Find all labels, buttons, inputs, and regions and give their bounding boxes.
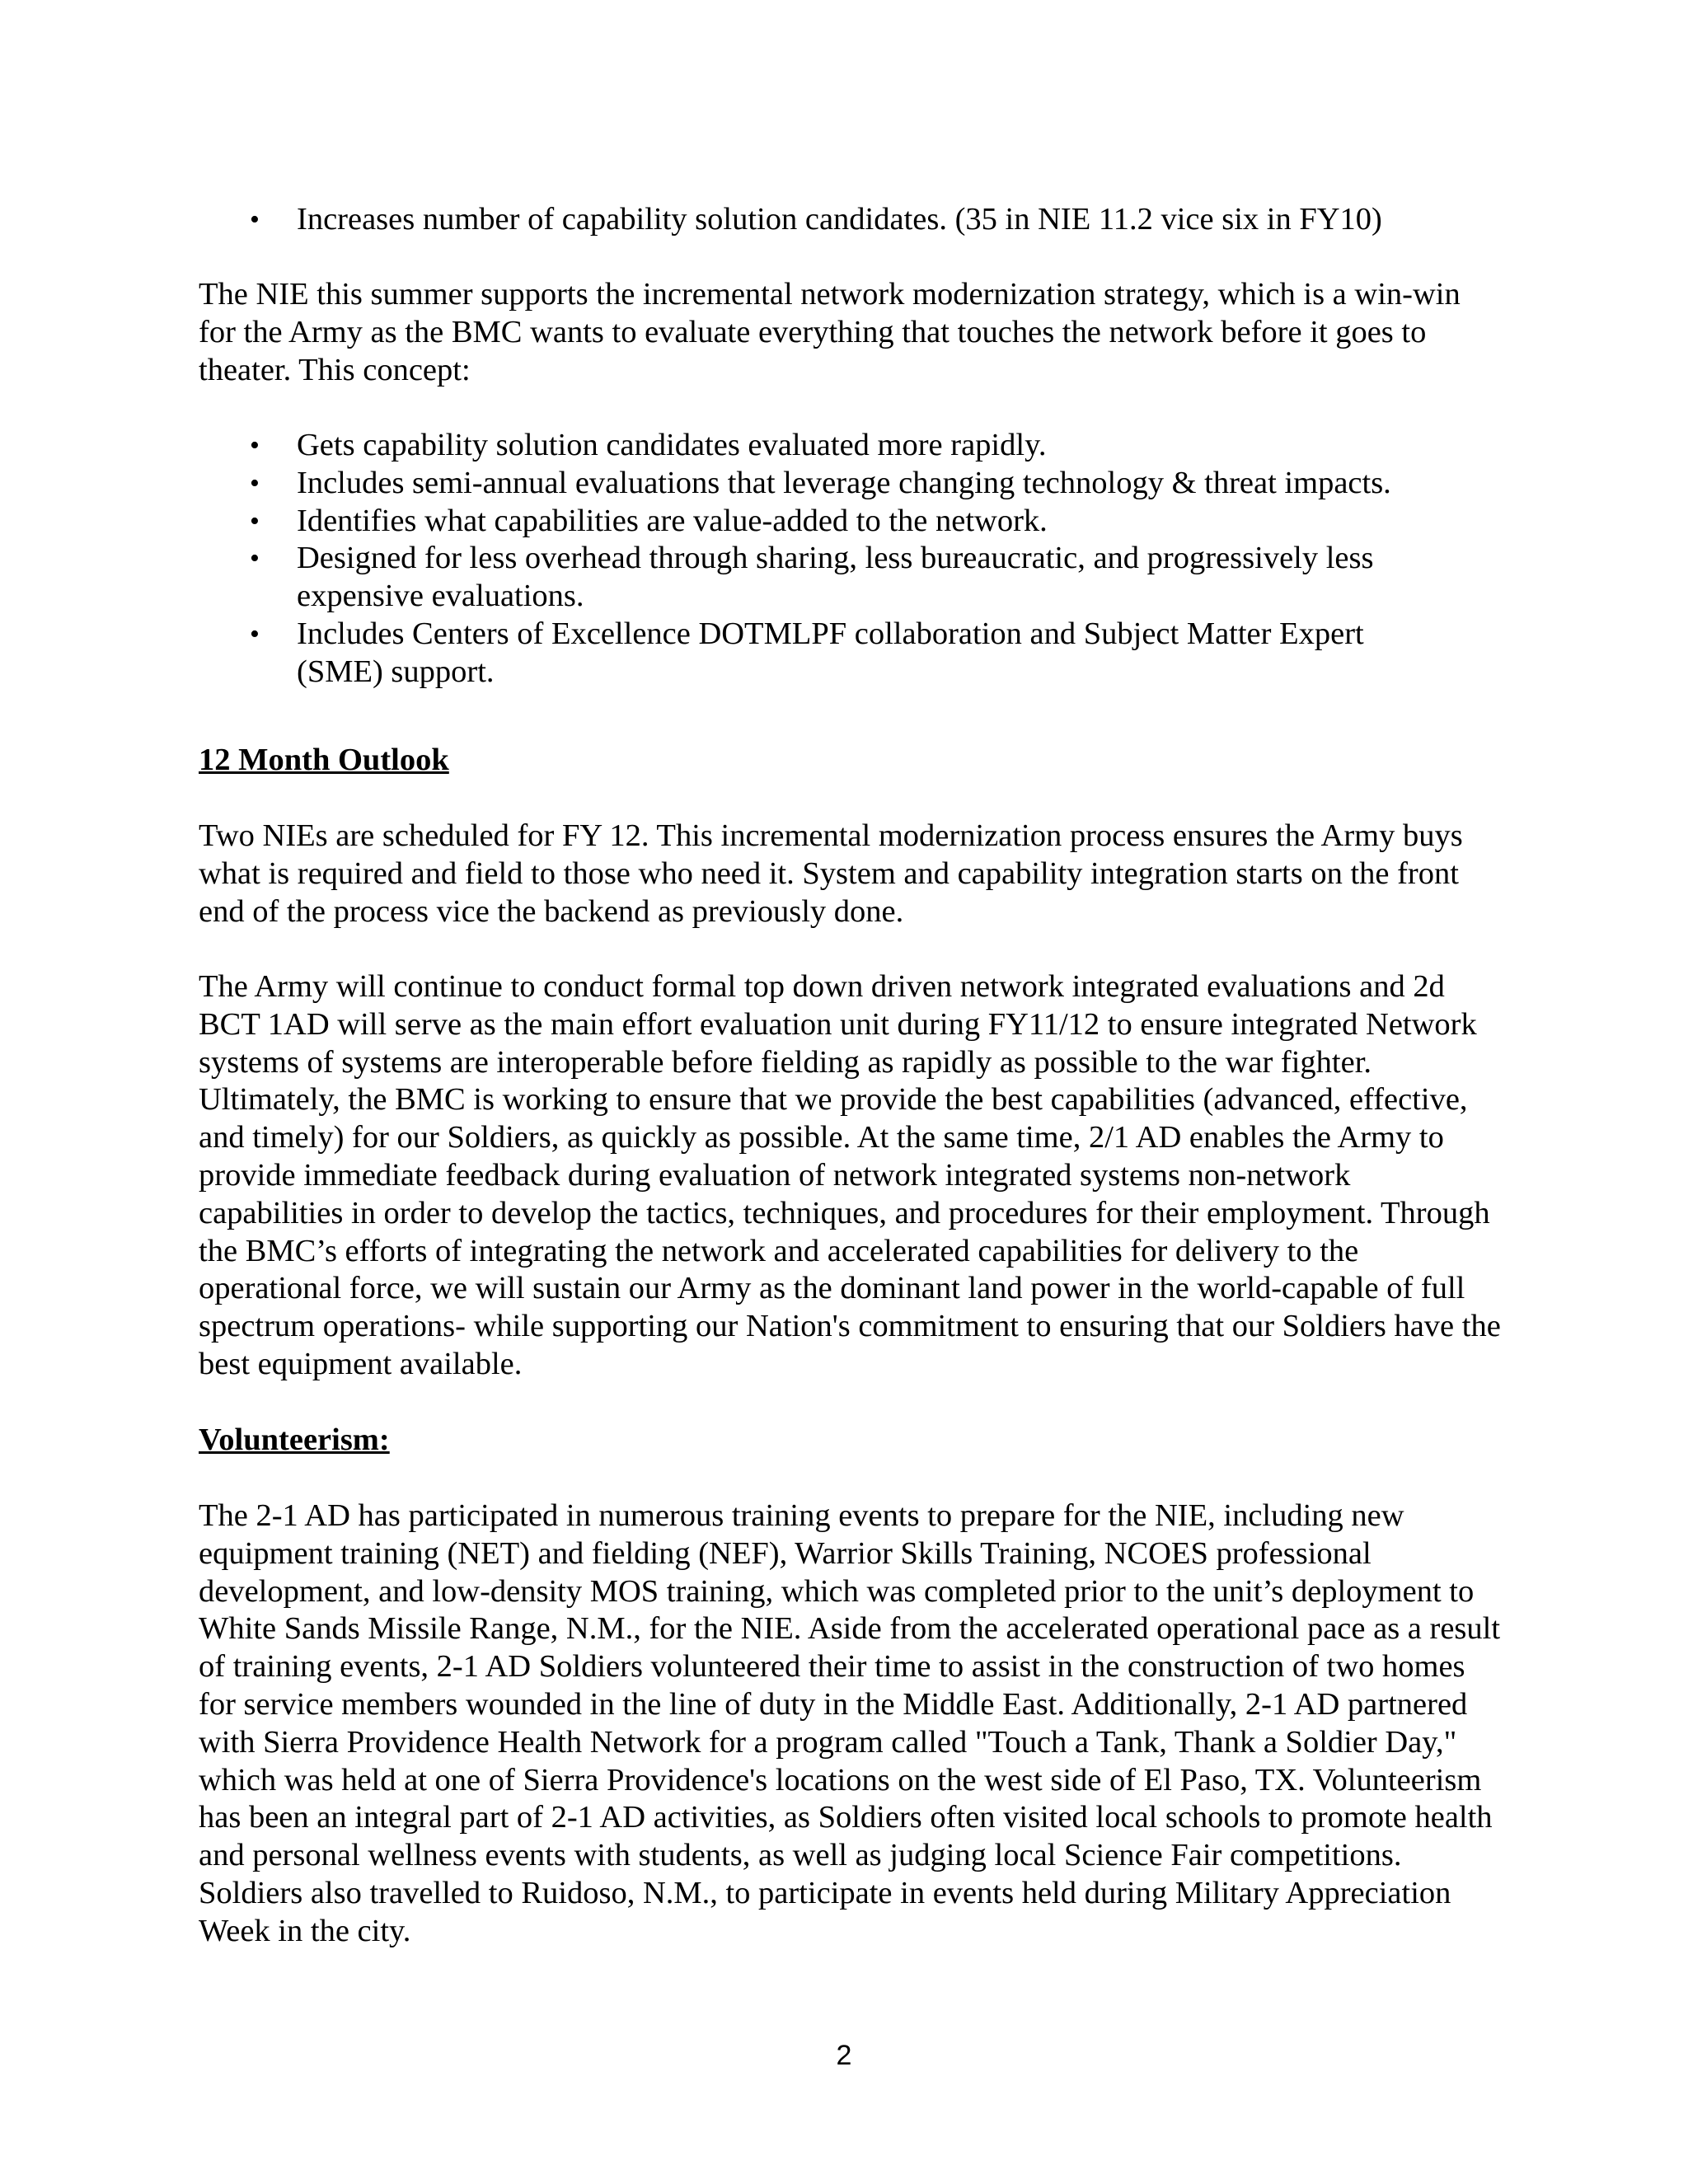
bullet-glyph: • [250, 505, 260, 537]
list-item [199, 201, 1501, 239]
volunteerism-paragraph: The 2-1 AD has participated in numerous training events to prepare for the NIE, including new equipment training (NET) and fielding (NEF), Warrior Skills Training, NCOES professional development, and low-density MOS training, which was completed prior to the unit’s deployment to White Sands Missile Range, N.M., for the NIE. Aside from the accelerated operational pace as a result of training events, 2-1 AD Soldiers volunteered their time to assist in the construction of two homes for service members wounded in the line of duty in the Middle East. Additionally, 2-1 AD partnered with Sierra Providence Health Network for a program called "Touch a Tank, Thank a Soldier Day," which was held at one of Sierra Providence's locations on the west side of El Paso, TX. Volunteerism has been an integral part of 2-1 AD activities, as Soldiers often visited local schools to promote health and personal wellness events with students, as well as judging local Science Fair competitions. Soldiers also travelled to Ruidoso, N.M., to participate in events held during Military Appreciation Week in the city. [199, 1498, 1501, 1948]
bullet-glyph: • [250, 467, 260, 499]
bullet-text: Designed for less overhead through sharing, less bureaucratic, and progressively less expensive evaluations. [297, 541, 1374, 614]
page-number: 2 [836, 2040, 852, 2071]
bullet-glyph: • [250, 430, 260, 461]
bullet-text: Includes Centers of Excellence DOTMLPF collaboration and Subject Matter Expert (SME) support. [297, 616, 1364, 689]
outlook-heading: 12 Month Outlook [199, 743, 449, 777]
bullet-glyph: • [250, 543, 260, 574]
outlook-paragraph-1: Two NIEs are scheduled for FY 12. This incremental modernization process ensures the Army buys what is required and field to those who need it. System and capability integration starts on the front end of the process vice the backend as previously done. [199, 818, 1463, 929]
bullet-text: Gets capability solution candidates evaluated more rapidly. [297, 428, 1047, 462]
intro-paragraph: The NIE this summer supports the incremental network modernization strategy, which is a win-win for the Army as the BMC wants to evaluate everything that touches the network before it goes to theater. This concept: [199, 277, 1461, 387]
bullet-glyph: • [250, 204, 260, 235]
list-item [199, 616, 1501, 691]
outlook-paragraph-2: The Army will continue to conduct formal top down driven network integrated evaluations and 2d BCT 1AD will serve as the main effort evaluation unit during FY11/12 to ensure integrated Network systems of systems are interoperable before fielding as rapidly as possible to the war fighter. Ultimately, the BMC is working to ensure that we provide the best capabilities (advanced, effective, and timely) for our Soldiers, as quickly as possible. At the same time, 2/1 AD enables the Army to provide immediate feedback during evaluation of network integrated systems non-network capabilities in order to develop the tactics, techniques, and procedures for their employment. Through the BMC’s efforts of integrating the network and accelerated capabilities for delivery to the operational force, we will sustain our Army as the dominant land power in the world-capable of full spectrum operations- while supporting our Nation's commitment to ensuring that our Soldiers have the best equipment available. [199, 969, 1501, 1381]
bullet-glyph: • [250, 618, 260, 649]
top-bullet-list [199, 201, 1501, 239]
volunteerism-heading: Volunteerism: [199, 1422, 390, 1457]
list-item [199, 465, 1501, 503]
bullet-text: Includes semi-annual evaluations that leverage changing technology & threat impacts. [297, 465, 1391, 500]
bullet-text: Identifies what capabilities are value-added to the network. [297, 503, 1048, 538]
concept-bullet-list [199, 427, 1501, 691]
bullet-text: Increases number of capability solution candidates. (35 in NIE 11.2 vice six in FY10) [297, 202, 1382, 237]
list-item [199, 427, 1501, 465]
list-item [199, 540, 1501, 616]
list-item [199, 503, 1501, 541]
